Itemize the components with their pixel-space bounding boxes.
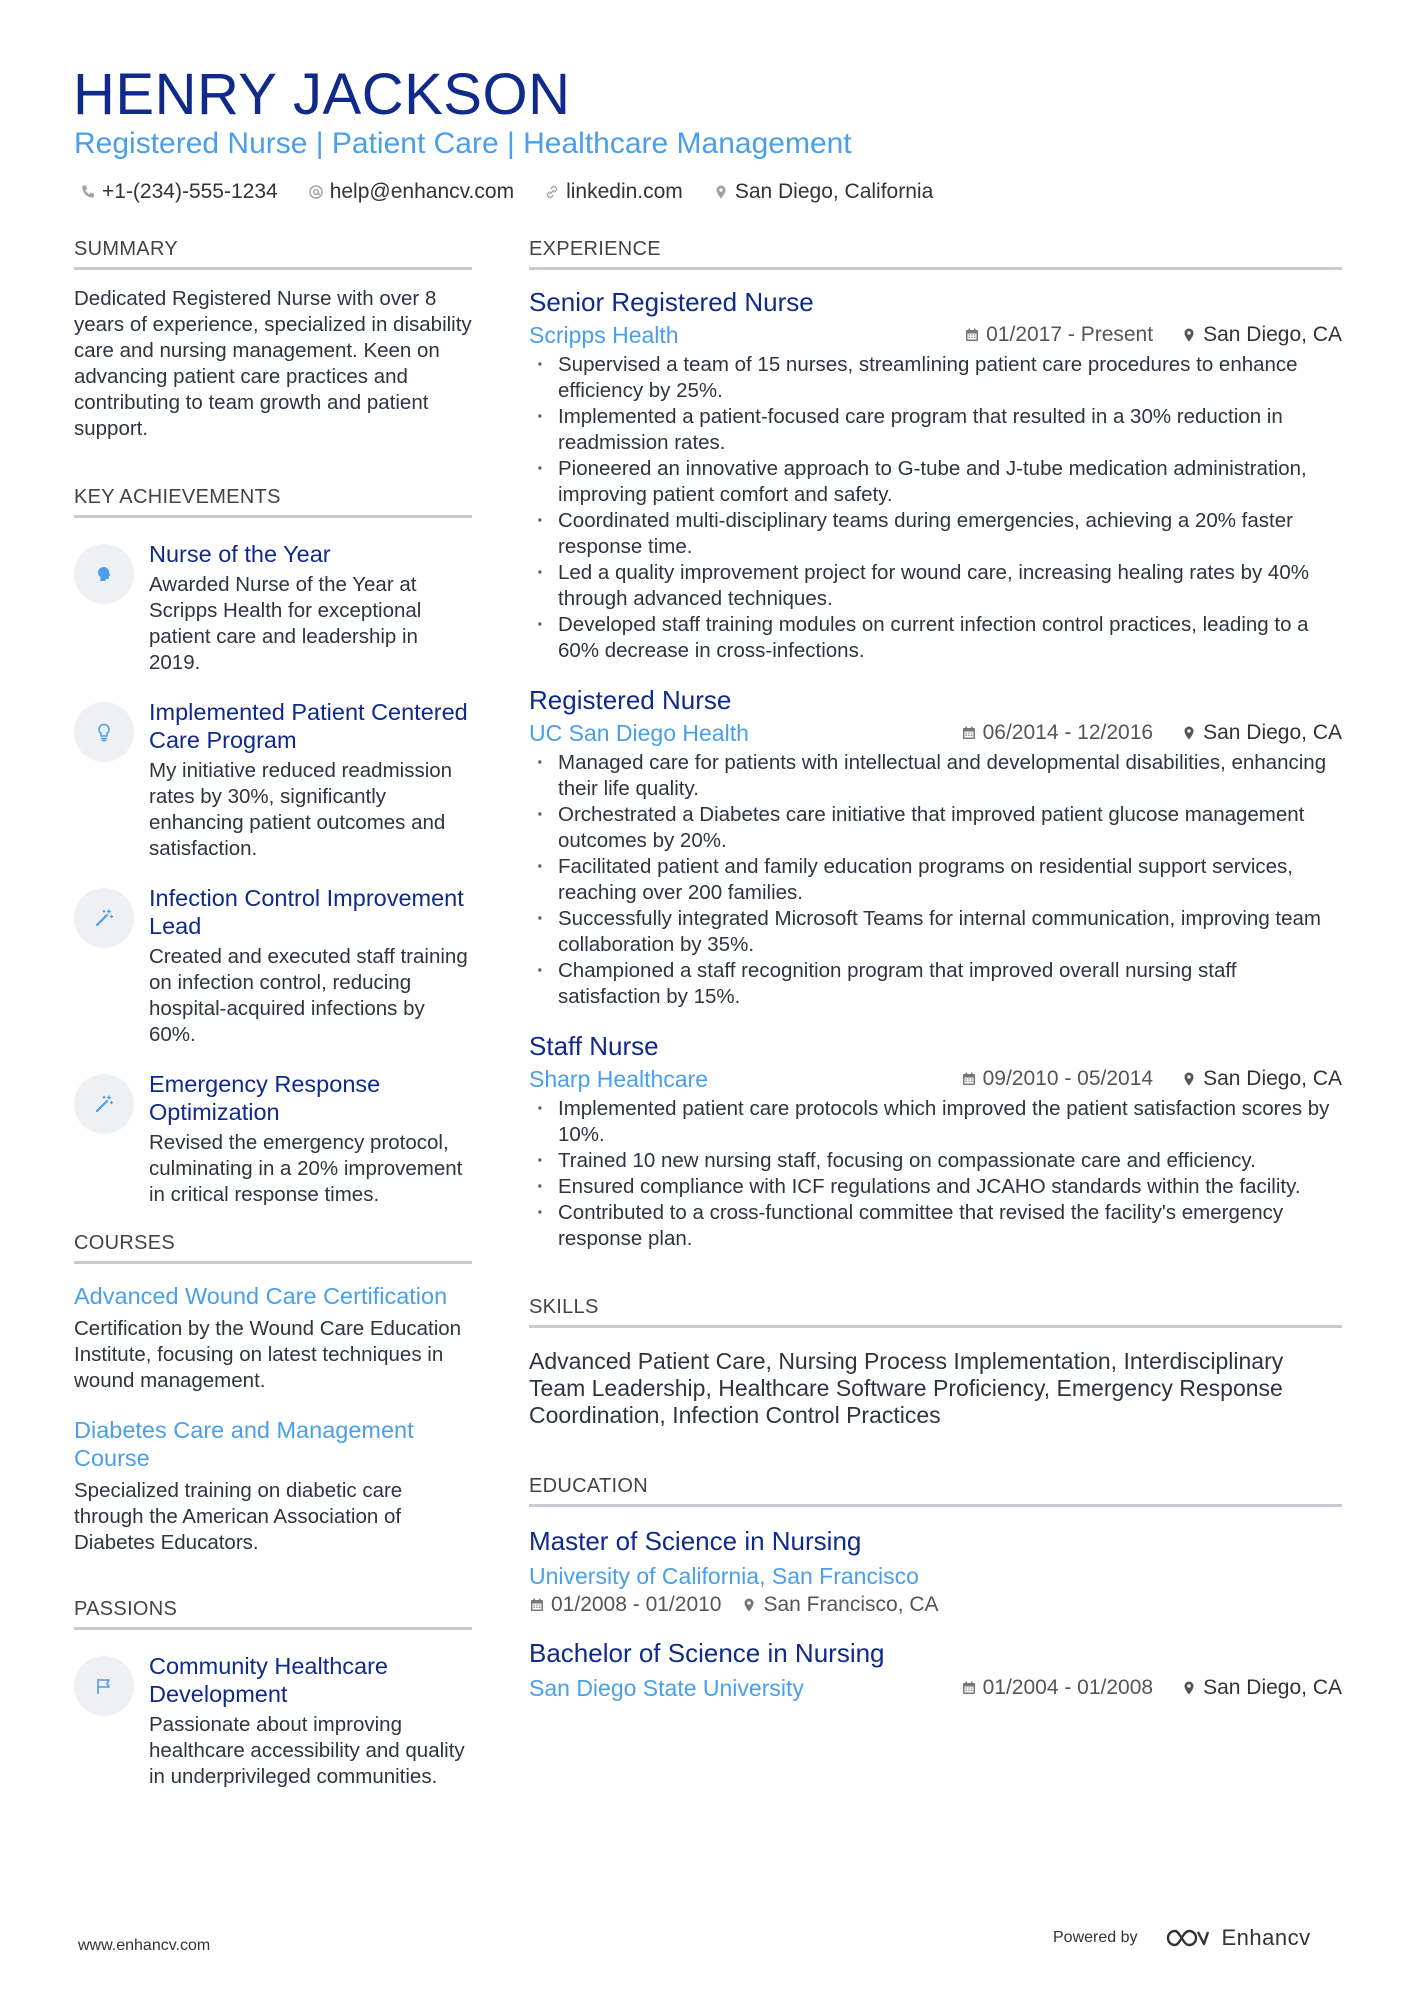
job-bullet: · Contributed to a cross-functional committee that revised the facility's emergency response plan.: [529, 1200, 1342, 1252]
achievements-heading: KEY ACHIEVEMENTS: [74, 484, 472, 518]
summary-text: Dedicated Registered Nurse with over 8 years of experience, specialized in disability care and nursing management. Keen on advancing patient care practices and contributing to team growth and patient support.: [74, 287, 472, 440]
company-name: UC San Diego Health: [529, 720, 749, 746]
achievement-item: [74, 1070, 472, 1208]
job-bullet: · Supervised a team of 15 nurses, streamlining patient care procedures to enhance efficiency by 25%.: [529, 352, 1342, 404]
summary-heading: SUMMARY: [74, 236, 472, 270]
education-location: San Francisco, CA: [741, 1593, 938, 1617]
enhancv-logo-icon: [1164, 1926, 1210, 1950]
job-bullet: · Managed care for patients with intellectual and developmental disabilities, enhancing their life quality.: [529, 750, 1342, 802]
contact-linkedin[interactable]: [544, 178, 683, 206]
job-bullet: · Implemented a patient-focused care program that resulted in a 30% reduction in readmission rates.: [529, 404, 1342, 456]
education-entry: [529, 1525, 1342, 1617]
magic-wand-icon: [74, 888, 134, 948]
experience-heading: EXPERIENCE: [529, 236, 1342, 270]
calendar-icon: [961, 725, 977, 741]
job-bullet: · Successfully integrated Microsoft Teams for internal communication, improving team collaboration by 35%.: [529, 906, 1342, 958]
job-bullet: · Pioneered an innovative approach to G-tube and J-tube medication administration, improving patient comfort and safety.: [529, 456, 1342, 508]
passion-item: [74, 1652, 472, 1790]
job-bullets: [529, 750, 1342, 1010]
calendar-icon: [529, 1597, 545, 1613]
contact-phone: [80, 178, 278, 206]
job-entry: [529, 286, 1342, 664]
company-name: Sharp Healthcare: [529, 1066, 708, 1092]
location-pin-icon: [741, 1597, 757, 1613]
job-bullets: [529, 1096, 1342, 1252]
contact-email[interactable]: [308, 178, 514, 206]
course-item: [74, 1282, 472, 1394]
achievement-title: Implemented Patient Centered Care Program: [149, 699, 468, 753]
brand-name: Enhancv: [1221, 1925, 1311, 1950]
phone-icon: [80, 184, 96, 200]
education-heading: EDUCATION: [529, 1473, 1342, 1507]
job-bullet: · Championed a staff recognition program that improved overall nursing staff satisfaction by 15%.: [529, 958, 1342, 1010]
achievement-title: Emergency Response Optimization: [149, 1071, 381, 1125]
right-column: [529, 236, 1342, 1703]
location-pin-icon: [1181, 1071, 1197, 1087]
education-entry: [529, 1637, 1342, 1703]
job-bullet: · Implemented patient care protocols which improved the patient satisfaction scores by 10%.: [529, 1096, 1342, 1148]
flag-icon: [74, 1656, 134, 1716]
achievement-desc: Awarded Nurse of the Year at Scripps Health for exceptional patient care and leadership in 2019.: [149, 573, 422, 674]
degree-title: Bachelor of Science in Nursing: [529, 1638, 885, 1668]
job-entry: [529, 1030, 1342, 1252]
passion-desc: Passionate about improving healthcare accessibility and quality in underprivileged communities.: [149, 1713, 465, 1788]
job-title: Staff Nurse: [529, 1031, 659, 1061]
education-section: [529, 1473, 1342, 1703]
footer-branding: [1053, 1925, 1311, 1951]
location-pin-icon: [1181, 327, 1197, 343]
education-dates: 01/2008 - 01/2010: [529, 1593, 721, 1617]
location-pin-icon: [1181, 725, 1197, 741]
course-title: Diabetes Care and Management Course: [74, 1417, 414, 1471]
job-bullet: · Coordinated multi-disciplinary teams during emergencies, achieving a 20% faster response time.: [529, 508, 1342, 560]
achievements-section: [74, 484, 472, 1208]
school-name: San Diego State University: [529, 1675, 804, 1701]
passions-heading: PASSIONS: [74, 1596, 472, 1630]
job-entry: [529, 684, 1342, 1010]
skills-heading: SKILLS: [529, 1294, 1342, 1328]
job-dates: 01/2017 - Present: [964, 323, 1153, 347]
job-title: Registered Nurse: [529, 685, 732, 715]
calendar-icon: [964, 327, 980, 343]
course-item: [74, 1416, 472, 1556]
achievement-title: Infection Control Improvement Lead: [149, 885, 464, 939]
lightbulb-icon: [74, 702, 134, 762]
course-title: Advanced Wound Care Certification: [74, 1283, 448, 1309]
achievement-desc: My initiative reduced readmission rates by 30%, significantly enhancing patient outcomes and satisfaction.: [149, 759, 453, 860]
left-column: [74, 236, 472, 1812]
achievement-title: Nurse of the Year: [149, 541, 331, 567]
job-bullet: · Ensured compliance with ICF regulations and JCAHO standards within the facility.: [529, 1174, 1342, 1200]
course-desc: Specialized training on diabetic care through the American Association of Diabetes Educators.: [74, 1479, 403, 1554]
linkedin-text: linkedin.com: [566, 180, 683, 203]
passion-title: Community Healthcare Development: [149, 1653, 389, 1707]
location-pin-icon: [713, 184, 729, 200]
job-bullet: · Developed staff training modules on current infection control practices, leading to a 60% decrease in cross-infections.: [529, 612, 1342, 664]
education-dates: 01/2004 - 01/2008: [961, 1676, 1153, 1700]
achievement-desc: Revised the emergency protocol, culminating in a 20% improvement in critical response times.: [149, 1131, 463, 1206]
job-location: San Diego, CA: [1181, 323, 1342, 347]
job-bullet: · Led a quality improvement project for wound care, increasing healing rates by 40% through advanced techniques.: [529, 560, 1342, 612]
courses-section: [74, 1230, 472, 1556]
contact-bar: [80, 178, 963, 206]
school-name: University of California, San Francisco: [529, 1563, 919, 1589]
contact-location: [713, 178, 933, 206]
skills-section: [529, 1294, 1342, 1429]
calendar-icon: [961, 1071, 977, 1087]
brand-logo[interactable]: [1164, 1925, 1311, 1951]
job-bullets: [529, 352, 1342, 664]
candidate-name: HENRY JACKSON: [73, 62, 571, 127]
powered-by-text: Powered by: [1053, 1929, 1138, 1946]
passions-section: [74, 1596, 472, 1790]
degree-title: Master of Science in Nursing: [529, 1526, 862, 1556]
at-icon: [308, 184, 324, 200]
footer-website[interactable]: www.enhancv.com: [78, 1937, 211, 1954]
education-location: San Diego, CA: [1181, 1676, 1342, 1700]
achievement-item: [74, 698, 472, 862]
phone-text: +1-(234)-555-1234: [102, 180, 278, 203]
job-title: Senior Registered Nurse: [529, 287, 814, 317]
job-location: San Diego, CA: [1181, 1067, 1342, 1091]
courses-heading: COURSES: [74, 1230, 472, 1264]
experience-section: [529, 236, 1342, 1252]
job-location: San Diego, CA: [1181, 721, 1342, 745]
calendar-icon: [961, 1680, 977, 1696]
course-desc: Certification by the Wound Care Education Institute, focusing on latest techniques in wound management.: [74, 1317, 462, 1392]
job-dates: 06/2014 - 12/2016: [961, 721, 1153, 745]
job-bullet: · Facilitated patient and family education programs on residential support services, reaching over 200 families.: [529, 854, 1342, 906]
achievement-item: [74, 540, 472, 676]
summary-section: [74, 236, 472, 442]
achievement-desc: Created and executed staff training on infection control, reducing hospital-acquired infections by 60%.: [149, 945, 468, 1046]
skills-text: Advanced Patient Care, Nursing Process Implementation, Interdisciplinary Team Leadership, Healthcare Software Proficiency, Emergency Response Coordination, Infection Control Practices: [529, 1348, 1284, 1428]
job-bullet: · Trained 10 new nursing staff, focusing on compassionate care and efficiency.: [529, 1148, 1342, 1174]
brain-icon: [74, 544, 134, 604]
job-dates: 09/2010 - 05/2014: [961, 1067, 1153, 1091]
location-pin-icon: [1181, 1680, 1197, 1696]
company-name: Scripps Health: [529, 322, 679, 348]
achievement-item: [74, 884, 472, 1048]
location-text: San Diego, California: [734, 180, 934, 203]
job-bullet: · Orchestrated a Diabetes care initiative that improved patient glucose management outcomes by 20%.: [529, 802, 1342, 854]
email-text: help@enhancv.com: [329, 180, 515, 203]
link-icon: [544, 184, 560, 200]
magic-wand-icon: [74, 1074, 134, 1134]
candidate-title: Registered Nurse | Patient Care | Healthcare Management: [74, 127, 852, 160]
